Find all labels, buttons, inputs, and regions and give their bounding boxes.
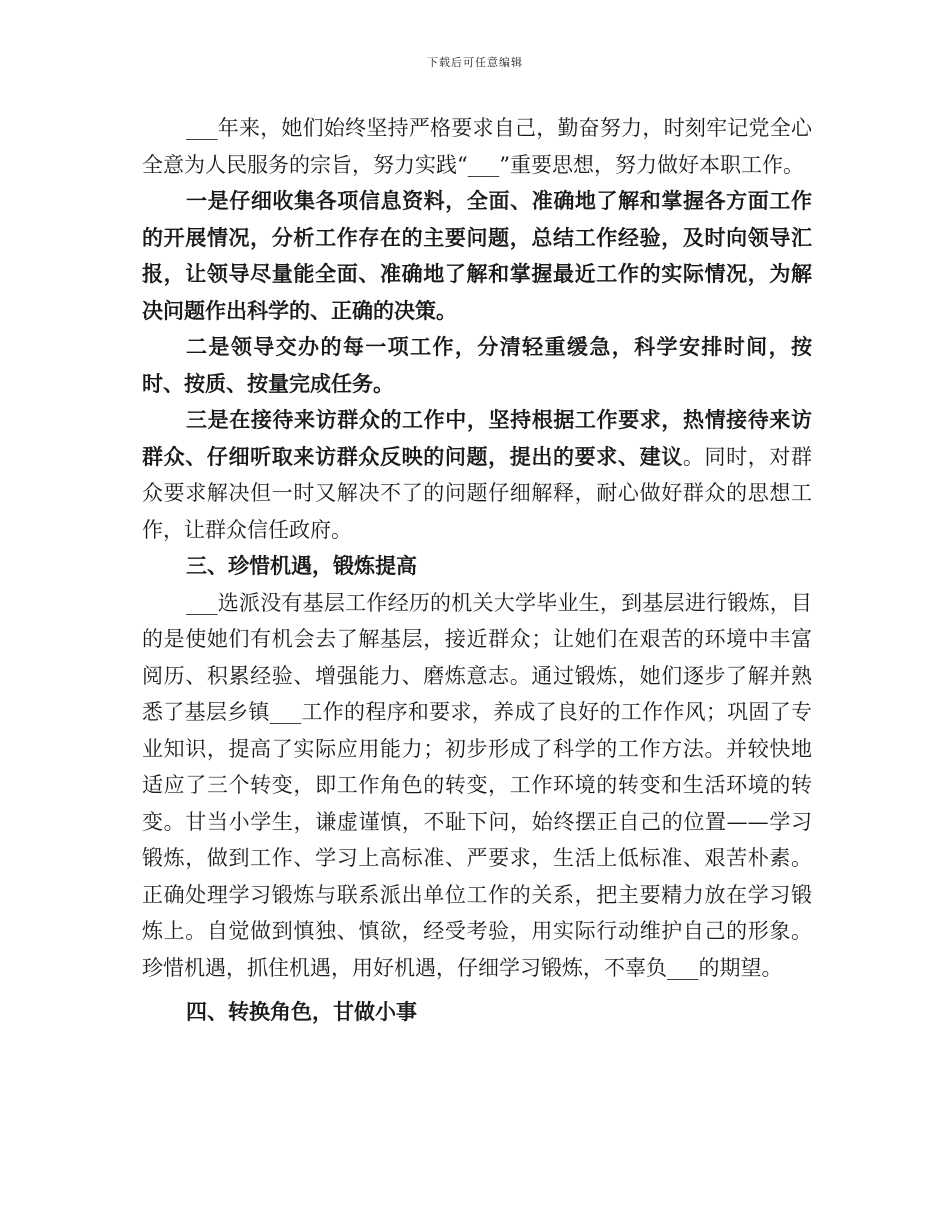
paragraph-point-three <box>142 402 812 548</box>
paragraph-point-two: 二是领导交办的每一项工作，分清轻重缓急，科学安排时间，按时、按质、按量完成任务。 <box>142 335 812 396</box>
page-header: 下载后可任意编辑 <box>427 56 523 69</box>
paragraph-point-three-bold: 三是在接待来访群众的工作中，坚持根据工作要求，热情接待来访群众、仔细听取来访群众反映的问题，提出的要求、建议 <box>142 408 812 469</box>
section-heading-4: 四、转换角色，甘做小事 <box>186 1000 417 1024</box>
section-heading-3: 三、珍惜机遇，锻炼提高 <box>186 554 417 578</box>
paragraph-intro: ___年来，她们始终坚持严格要求自己，勤奋努力，时刻牢记党全心全意为人民服务的宗旨，努力实践“___”重要思想，努力做好本职工作。 <box>142 116 812 177</box>
document-body <box>142 110 812 1031</box>
paragraph-section-3: ___选派没有基层工作经历的机关大学毕业生，到基层进行锻炼，目的是使她们有机会去了解基层，接近群众；让她们在艰苦的环境中丰富阅历、积累经验、增强能力、磨炼意志。通过锻炼，她们逐步了解并熟悉了基层乡镇___工作的程序和要求，养成了良好的工作作风；巩固了专业知识，提高了实际应用能力；初步形成了科学的工作方法。并较快地适应了三个转变，即工作角色的转变，工作环境的转变和生活环境的转变。甘当小学生，谦虚谨慎，不耻下问，始终摆正自己的位置——学习锻炼，做到工作、学习上高标准、严要求，生活上低标准、艰苦朴素。正确处理学习锻炼与联系派出单位工作的关系，把主要精力放在学习锻炼上。自觉做到慎独、慎欲，经受考验，用实际行动维护自己的形象。珍惜机遇，抓住机遇，用好机遇，仔细学习锻炼，不辜负___的期望。 <box>142 590 812 980</box>
paragraph-point-one: 一是仔细收集各项信息资料，全面、准确地了解和掌握各方面工作的开展情况，分析工作存在的主要问题，总结工作经验，及时向领导汇报，让领导尽量能全面、准确地了解和掌握最近工作的实际情况，为解决问题作出科学的、正确的决策。 <box>142 189 812 323</box>
paragraph-point-three-rest: 。同时，对群众要求解决但一时又解决不了的问题仔细解释，耐心做好群众的思想工作，让群众信任政府。 <box>142 444 813 542</box>
